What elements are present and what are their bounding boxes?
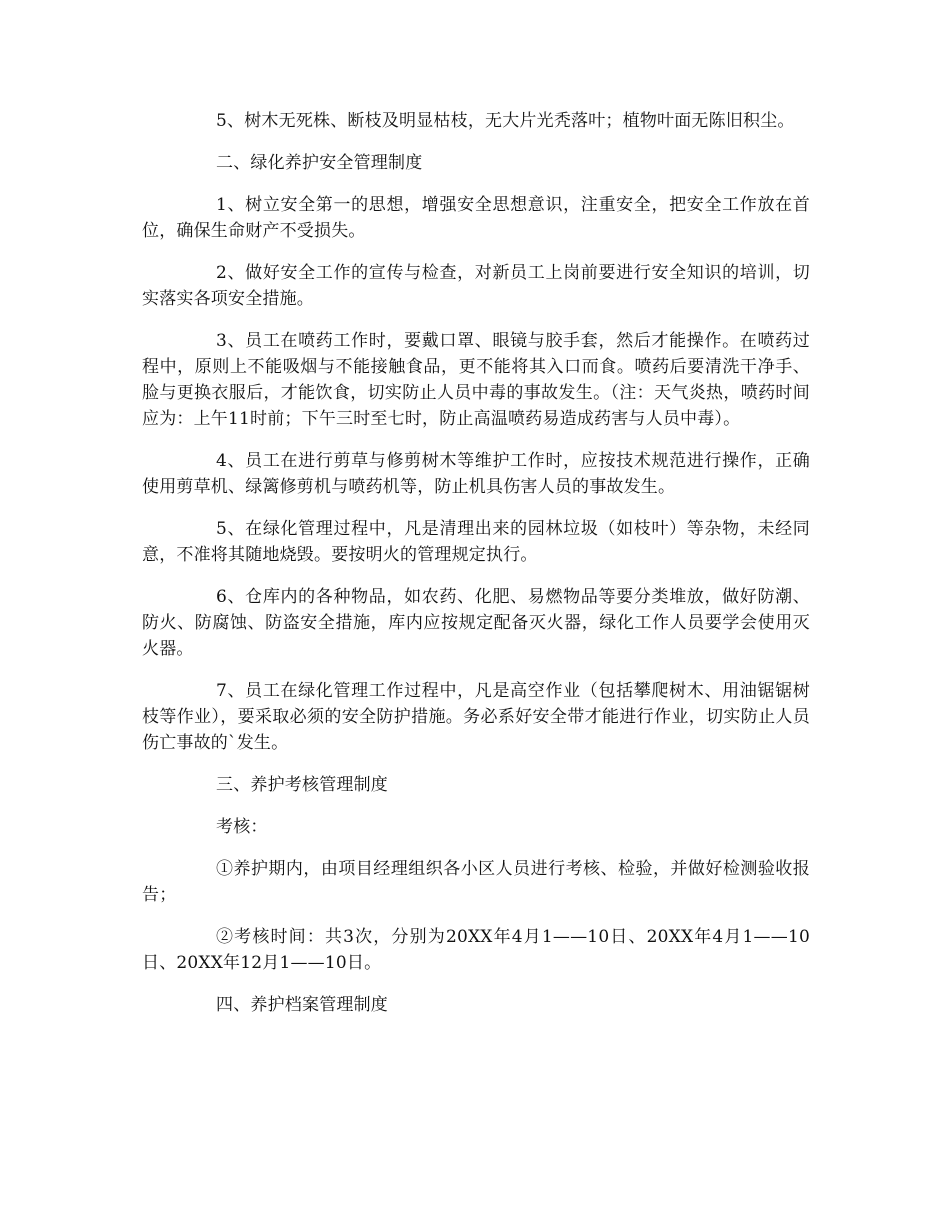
paragraph-warehouse-safety: 6、仓库内的各种物品，如农药、化肥、易燃物品等要分类堆放，做好防潮、防火、防腐蚀、防盗安全措施，库内应按规定配备灭火器，绿化工作人员要学会使用灭火器。 [142,587,810,659]
paragraph-spraying-safety: 3、员工在喷药工作时，要戴口罩、眼镜与胶手套，然后才能操作。在喷药过程中，原则上不能吸烟与不能接触食品，更不能将其入口而食。喷药后要清洗干净手、脸与更换衣服后，才能饮食，切实防止人员中毒的事故发生。（注：天气炎热，喷药时间应为：上午11时前；下午三时至七时，防止高温喷药易造成药害与人员中毒）。 [142,331,810,429]
paragraph-tree-condition: 5、树木无死株、断枝及明显枯枝，无大片光秃落叶；植物叶面无陈旧积尘。 [216,111,795,131]
document-body [142,108,810,1034]
section-heading-archives: 四、养护档案管理制度 [216,995,388,1015]
paragraph-assessment-organization: ①养护期内，由项目经理组织各小区人员进行考核、检验，并做好检测验收报告； [142,859,810,905]
section-heading-assessment: 三、养护考核管理制度 [216,775,388,795]
paragraph-safety-first: 1、树立安全第一的思想，增强安全思想意识，注重安全，把安全工作放在首位，确保生命财产不受损失。 [142,195,810,241]
section-heading-safety: 二、绿化养护安全管理制度 [216,153,423,173]
paragraph-machine-safety: 4、员工在进行剪草与修剪树木等维护工作时，应按技术规范进行操作，正确使用剪草机、绿篱修剪机与喷药机等，防止机具伤害人员的事故发生。 [142,451,810,497]
paragraph-safety-training: 2、做好安全工作的宣传与检查，对新员工上岗前要进行安全知识的培训，切实落实各项安全措施。 [142,263,810,309]
paragraph-high-altitude: 7、员工在绿化管理工作过程中，凡是高空作业（包括攀爬树木、用油锯锯树枝等作业），要采取必须的安全防护措施。务必系好安全带才能进行作业，切实防止人员伤亡事故的`发生。 [142,681,810,753]
paragraph-waste-handling: 5、在绿化管理过程中，凡是清理出来的园林垃圾（如枝叶）等杂物，未经同意，不准将其随地烧毁。要按明火的管理规定执行。 [142,519,810,565]
paragraph-assessment-label: 考核： [216,817,268,837]
paragraph-assessment-schedule: ②考核时间：共3次，分别为20XX年4月1——10日、20XX年4月1——10日、20XX年12月1——10日。 [142,927,810,973]
